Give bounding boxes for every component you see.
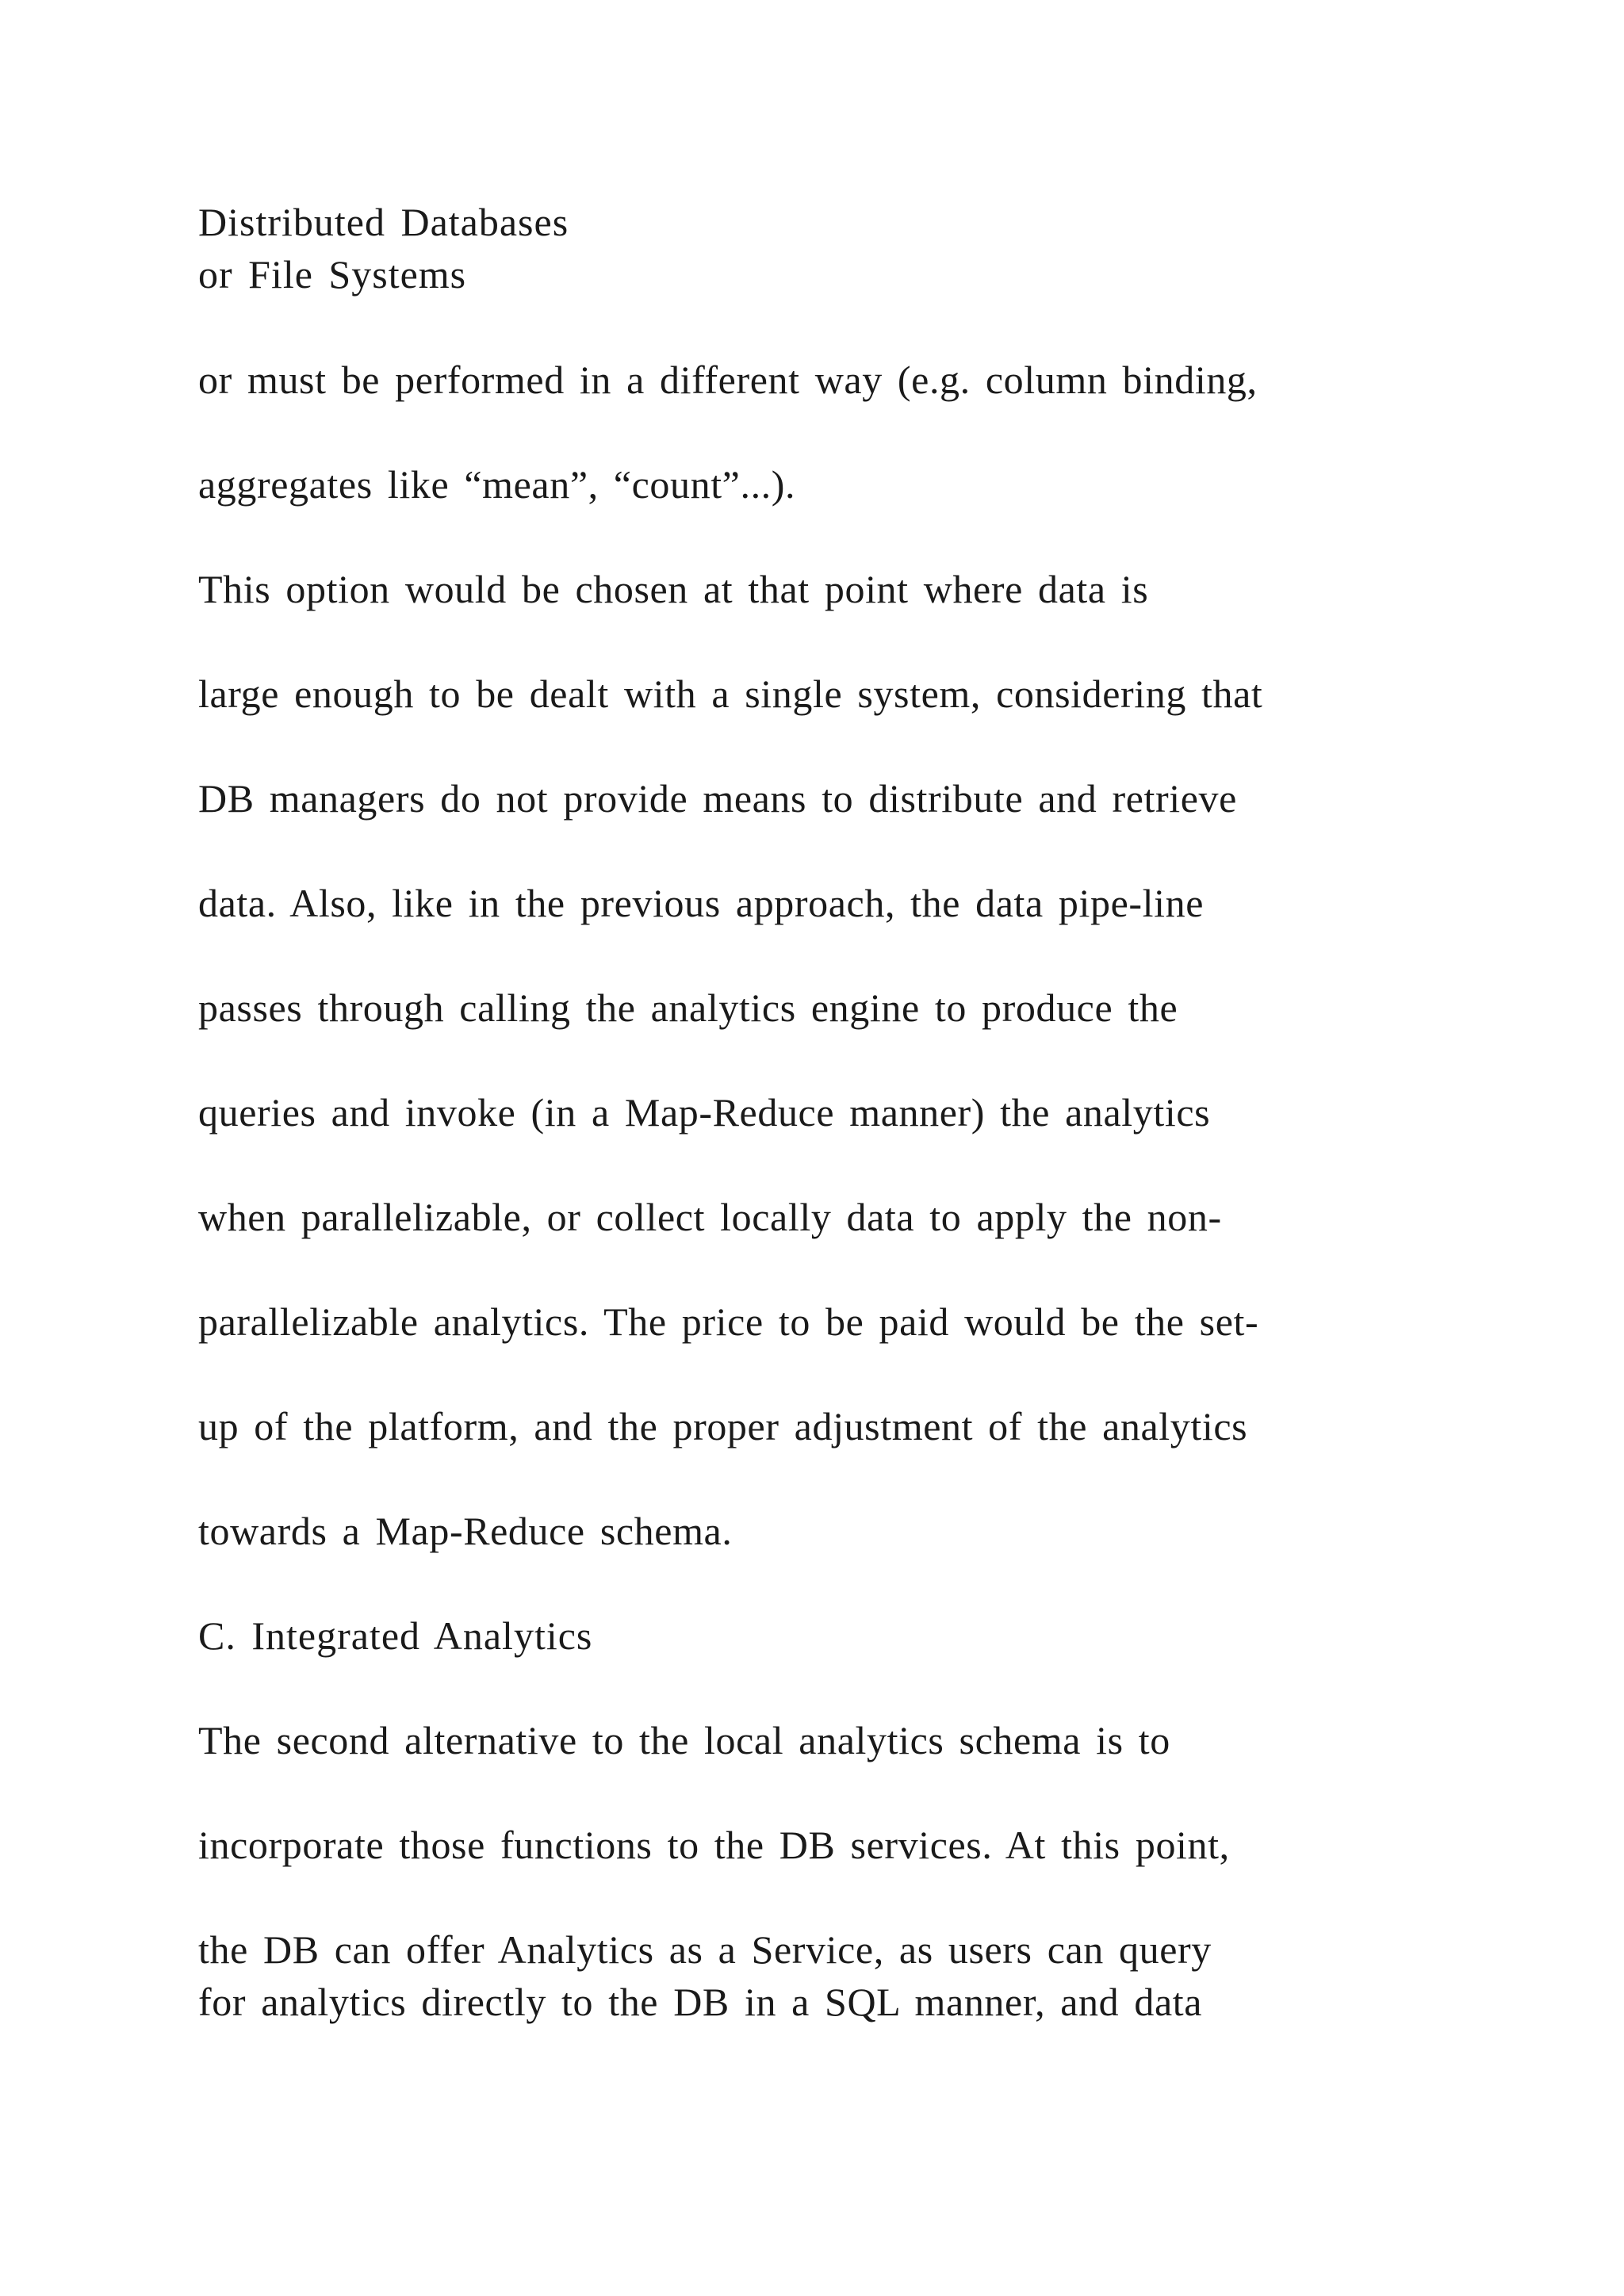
running-header-line-1: Distributed Databases [198,200,569,244]
running-header-line-2: or File Systems [198,252,467,297]
body-text-line: passes through calling the analytics engine to produce the [198,985,1178,1030]
body-text-line: DB managers do not provide means to distribute and retrieve [198,776,1237,821]
body-text-line: parallelizable analytics. The price to be paid would be the set- [198,1299,1259,1344]
body-text-line: data. Also, like in the previous approach, the data pipe-line [198,881,1205,925]
body-text-line: when parallelizable, or collect locally data to apply the non- [198,1195,1222,1239]
body-text-line: up of the platform, and the proper adjustment of the analytics [198,1404,1248,1448]
body-text-line: large enough to be dealt with a single system, considering that [198,672,1263,716]
body-text-line: aggregates like “mean”, “count”...). [198,462,796,507]
body-text-line: queries and invoke (in a Map-Reduce manner) the analytics [198,1090,1211,1135]
body-text-line: This option would be chosen at that point where data is [198,567,1149,611]
body-text-line: or must be performed in a different way (e.g. column binding, [198,358,1258,402]
section-heading: C. Integrated Analytics [198,1613,593,1658]
section-text-line: The second alternative to the local analytics schema is to [198,1718,1170,1762]
section-text-line: for analytics directly to the DB in a SQL manner, and data [198,1980,1203,2024]
section-text-line: incorporate those functions to the DB services. At this point, [198,1823,1230,1867]
body-text-line: towards a Map-Reduce schema. [198,1509,733,1553]
section-text-line: the DB can offer Analytics as a Service, as users can query [198,1927,1212,1972]
